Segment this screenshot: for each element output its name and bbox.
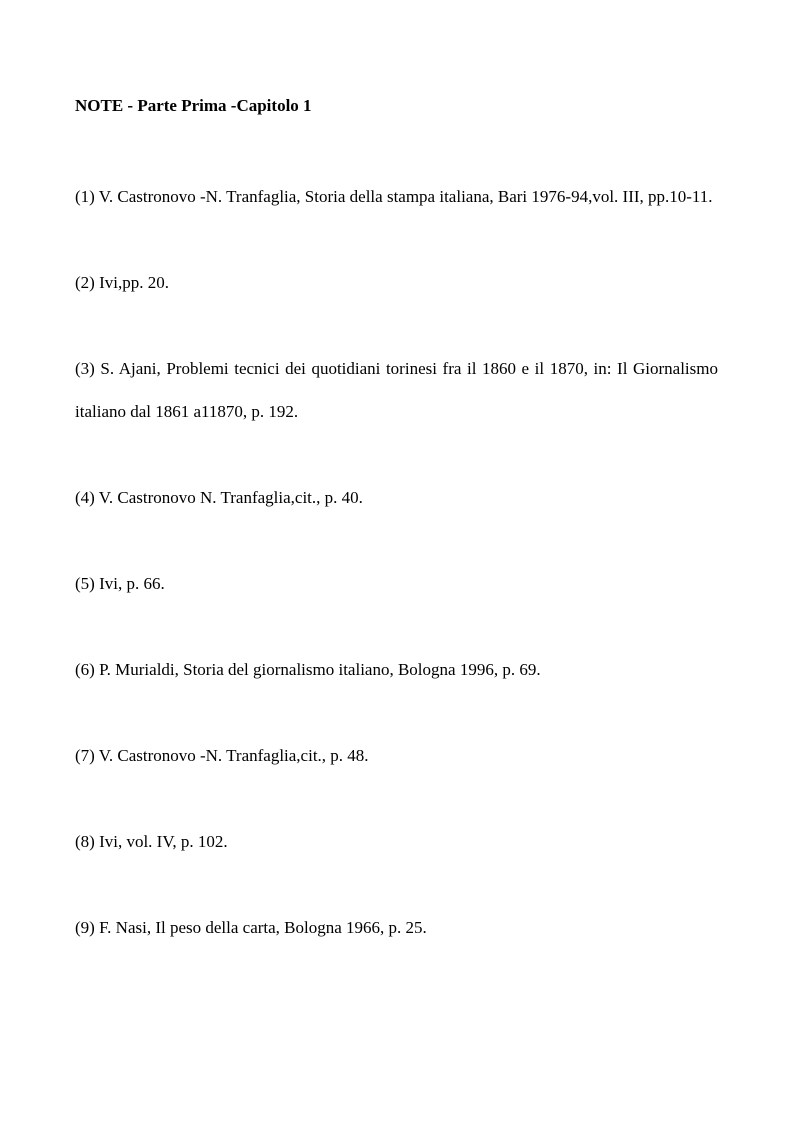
- notes-list: [75, 175, 718, 949]
- note-item: (5) Ivi, p. 66.: [75, 574, 165, 593]
- document-page: [75, 95, 718, 949]
- note-item: (9) F. Nasi, Il peso della carta, Bologna 1966, p. 25.: [75, 918, 427, 937]
- note-item: (3) S. Ajani, Problemi tecnici dei quotidiani torinesi fra il 1860 e il 1870, in: Il Giornalismo italiano dal 1861 a11870, p. 192.: [75, 359, 718, 421]
- note-item: (8) Ivi, vol. IV, p. 102.: [75, 832, 228, 851]
- notes-heading: NOTE - Parte Prima -Capitolo 1: [75, 96, 312, 115]
- note-item: (1) V. Castronovo -N. Tranfaglia, Storia della stampa italiana, Bari 1976-94,vol. III, pp.10-11.: [75, 187, 713, 206]
- note-item: (6) P. Murialdi, Storia del giornalismo italiano, Bologna 1996, p. 69.: [75, 660, 541, 679]
- note-item: (4) V. Castronovo N. Tranfaglia,cit., p. 40.: [75, 488, 363, 507]
- note-item: (2) Ivi,pp. 20.: [75, 273, 169, 292]
- note-item: (7) V. Castronovo -N. Tranfaglia,cit., p. 48.: [75, 746, 369, 765]
